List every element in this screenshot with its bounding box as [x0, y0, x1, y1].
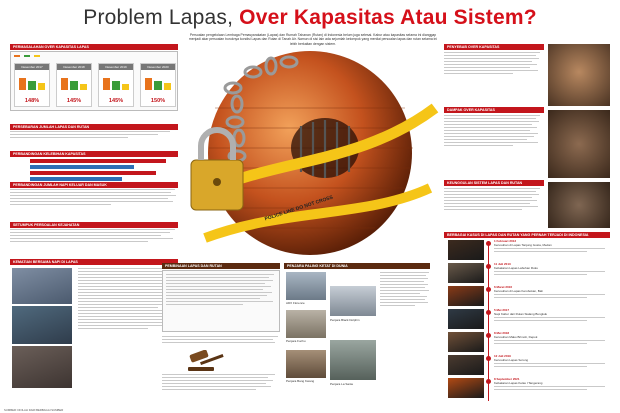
- gauge-bar: [112, 81, 119, 90]
- footer-source: SUMBER: DIOLAH DARI BERBAGAI SUMBER: [4, 408, 64, 412]
- gauge-label: Desember 2020: [141, 64, 175, 70]
- photo-crowded-cell: [548, 44, 610, 106]
- gauge-legend: [14, 54, 40, 58]
- title-part-1: Problem Lapas,: [83, 6, 234, 29]
- text-line: [494, 317, 605, 318]
- gauge-label: Desember 2019: [99, 64, 133, 70]
- advantages-text: [444, 188, 542, 212]
- timeline-date: 8 September 2021: [494, 377, 520, 381]
- timeline-date: 6 Maret 2016: [494, 285, 513, 289]
- timeline-dot: [486, 310, 491, 315]
- photo-la-sante: [330, 340, 376, 380]
- gauge-label: Desember 2017: [15, 64, 49, 70]
- keyhole-icon: [213, 178, 221, 186]
- section-header-causes: PENYEBAB OVER KAPASITAS: [444, 44, 544, 50]
- gauge-bar: [145, 78, 152, 90]
- photo-inmates: [12, 346, 72, 388]
- gauge-bars: [19, 74, 45, 90]
- capacity-gauge: [56, 63, 92, 107]
- text-line: [494, 343, 587, 344]
- section-header-inmates-flow: PERBANDINGAN JUMLAH NAPI KELUAR DAN MASUK: [10, 182, 178, 188]
- gauge-bar: [103, 78, 110, 90]
- timeline-entry: [494, 355, 610, 369]
- gauge-value: 148%: [24, 98, 40, 104]
- timeline-entry: [494, 263, 610, 277]
- page-title: [0, 4, 620, 32]
- timeline-entry: [494, 378, 610, 392]
- inmates-flow-text: [10, 189, 178, 207]
- gauge-bar: [38, 83, 45, 90]
- gauge-bar: [28, 81, 35, 90]
- text-line: [494, 248, 605, 249]
- timeline-photo: [448, 309, 484, 329]
- text-line: [494, 297, 587, 298]
- gauge-bar: [61, 78, 68, 90]
- timeline-title: Kerusuhan Lapas Sorong: [494, 357, 529, 362]
- prison-label-5: Penjara La Sante: [330, 382, 354, 386]
- timeline-title: Kerusuhan di Lapas Tanjung Gusta, Medan: [494, 242, 552, 247]
- title-part-2: Over Kapasitas Atau Sistem?: [239, 6, 537, 29]
- text-line: [494, 386, 605, 387]
- section-header-advantages: KEUNGGULAN SISTEM LAPAS DAN RUTAN: [444, 180, 544, 186]
- timeline-title: Kerusuhan Mako Brimob, Depok: [494, 334, 538, 339]
- timeline-entry: [494, 240, 610, 254]
- strict-prisons-text: [380, 272, 430, 308]
- development-text: [166, 274, 276, 307]
- timeline-photo: [448, 355, 484, 375]
- gavel-icon: [186, 350, 228, 372]
- development-list: [162, 374, 280, 392]
- section-header-comparison: PERBANDINGAN KELEBIHAN KAPASITAS: [10, 151, 178, 157]
- section-header-impact: DAMPAK OVER KAPASITAS: [444, 107, 544, 113]
- text-line: [494, 389, 587, 390]
- distribution-text: [10, 131, 178, 140]
- photo-fuchu: [286, 310, 326, 338]
- capacity-gauge: [14, 63, 50, 107]
- section-header-distribution: PERSEBARAN JUMLAH LAPAS DAN RUTAN: [10, 124, 178, 130]
- photo-prison-yard: [12, 268, 72, 304]
- photo-inmates-sleeping: [548, 110, 610, 178]
- capacity-gauge: [98, 63, 134, 107]
- text-line: [494, 274, 587, 275]
- timeline-dot: [486, 264, 491, 269]
- timeline-photo: [448, 240, 484, 260]
- timeline-photo: [448, 378, 484, 398]
- causes-text: [444, 52, 542, 76]
- gauge-value: 150%: [150, 98, 166, 104]
- intro-text: Persoalan pengelolaan Lembaga Pemasyarakatan (Lapas) dan Rumah Tahanan (Rutan) di Indonesia belum juga selesai. Kabur atau kapasitas selama ini dianggap menjadi akar persoalan buruknya kondisi Lapas dan Rutan di Tanah Air. Namun di sisi lain ada sejumlah kelompok yang menilai persoalan lapas dan rutan selama ini lebih berkaitan dengan sistem.: [188, 33, 438, 46]
- gauge-bar: [122, 84, 129, 90]
- text-line: [494, 363, 605, 364]
- timeline-dot: [486, 379, 491, 384]
- timeline-title: Kerusuhan di Lapas Kerobokan, Bali: [494, 288, 543, 293]
- gauge-bar: [154, 81, 161, 90]
- prison-label-2: Penjara Fuchu: [286, 339, 306, 343]
- timeline-date: 12 Juli 2019: [494, 354, 511, 358]
- prison-label-3: Penjara Bang Kwang: [286, 379, 315, 383]
- photo-officers: [12, 306, 72, 344]
- gauge-bar: [19, 78, 26, 90]
- timeline-dot: [486, 333, 491, 338]
- globe-illustration: [175, 48, 440, 258]
- timeline-entry: [494, 286, 610, 300]
- section-header-over-capacity: PERMASALAHAN OVER KAPASITAS LAPAS: [10, 44, 178, 50]
- timeline-date: 11 Juli 2013: [494, 262, 511, 266]
- crime-text: [10, 229, 178, 244]
- timeline-photo: [448, 263, 484, 283]
- comparison-bars: [30, 159, 178, 181]
- gauge-bar: [70, 81, 77, 90]
- timeline-photo: [448, 332, 484, 352]
- section-header-deaths: KEMATIAN BERSAMA NAPI DI LAPAS: [10, 259, 178, 265]
- timeline-dot: [486, 241, 491, 246]
- prison-label-1: ADX Florence: [286, 301, 305, 305]
- prison-label-4: Penjara Black Dolphin: [330, 318, 360, 322]
- timeline-title: Kebakaran Lapas Kelas I Tangerang: [494, 380, 543, 385]
- development-extra-text: [162, 336, 280, 345]
- photo-adx-florence: [286, 272, 326, 300]
- gauge-label: Desember 2018: [57, 64, 91, 70]
- timeline-title: Napi Kabur dari Rutan Sialang Bungkuk: [494, 311, 548, 316]
- section-header-cases: BERBAGAI KASUS DI LAPAS DAN RUTAN YANG PERNAH TERJADI DI INDONESIA: [444, 232, 610, 238]
- text-line: [494, 366, 587, 367]
- timeline-photo: [448, 286, 484, 306]
- section-header-development: PEMBINAAN LAPAS DAN RUTAN: [162, 263, 280, 269]
- capacity-gauge: [140, 63, 176, 107]
- timeline-dot: [486, 356, 491, 361]
- photo-black-dolphin: [330, 286, 376, 316]
- text-line: [494, 251, 587, 252]
- impact-text: [444, 115, 542, 148]
- gauge-bar: [80, 84, 87, 90]
- text-line: [494, 294, 605, 295]
- gauge-bars: [61, 74, 87, 90]
- gauge-bar: [164, 83, 171, 90]
- gauge-bars: [145, 74, 171, 90]
- text-line: [494, 271, 605, 272]
- timeline-date: 1 Februari 2013: [494, 239, 517, 243]
- gauge-bars: [103, 74, 129, 90]
- tape-text: POLICE LINE DO NOT CROSS: [264, 194, 334, 223]
- timeline-date: 8 Mei 2018: [494, 331, 510, 335]
- timeline-entry: [494, 332, 610, 346]
- section-header-strict-prisons: PENJARA PALING KETAT DI DUNIA: [284, 263, 430, 269]
- text-line: [494, 340, 605, 341]
- section-header-crime: SETUMPUK PERSOALAN KEJAHATAN: [10, 222, 178, 228]
- gauge-value: 145%: [108, 98, 124, 104]
- timeline-title: Kebakaran Lapas Labuhan Ruku: [494, 265, 538, 270]
- timeline-date: 5 Mei 2017: [494, 308, 510, 312]
- text-line: [494, 320, 587, 321]
- photo-prison-block: [548, 182, 610, 228]
- gauge-value: 145%: [66, 98, 82, 104]
- timeline-dot: [486, 287, 491, 292]
- timeline-entry: [494, 309, 610, 323]
- photo-bang-kwang: [286, 350, 326, 378]
